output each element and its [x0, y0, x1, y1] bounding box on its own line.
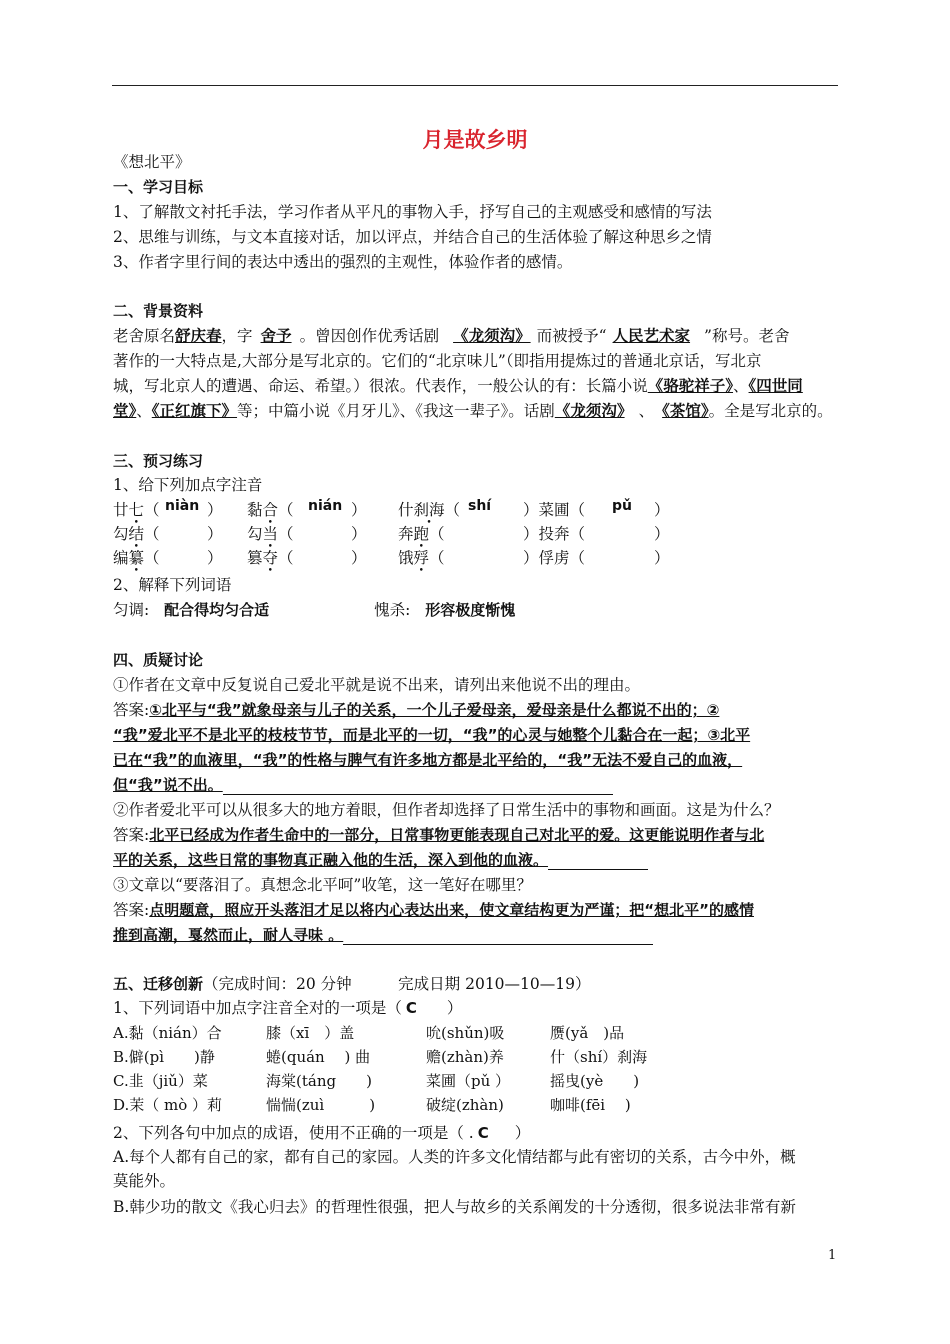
- section-heading-transfer: 五、迁移创新（完成时间：20 分钟 完成日期 2010—10—19）: [113, 975, 591, 993]
- pinyin-answer: shí: [468, 498, 492, 514]
- novel-title: 《骆驼祥子》: [647, 377, 734, 395]
- header-rule: [112, 85, 838, 86]
- option-text: B.韩少功的散文《我心归去》的哲理性很强，把人与故乡的关系阐发的十分透彻，很多说法非常有新: [113, 1198, 796, 1216]
- answer-choice: C: [405, 999, 417, 1017]
- answer-line: 答案:北平已经成为作者生命中的一部分，日常事物更能表现自己对北平的爱。这更能说明作者与北: [113, 826, 765, 844]
- definition: 形容极度惭愧: [425, 601, 516, 619]
- pinyin-answer: nián: [308, 498, 343, 514]
- courtesy-name: 舍予: [260, 327, 292, 345]
- question: ③文章以“要落泪了。真想念北平呵”收笔，这一笔好在哪里？: [113, 876, 532, 894]
- definition: 配合得均匀合适: [164, 601, 270, 619]
- section-heading-preview: 三、预习练习: [113, 452, 204, 470]
- answer-line: 答案:①北平与“我”就象母亲与儿子的关系，一个儿子爱母亲，爱母亲是什么都说不出的；②: [113, 701, 720, 719]
- section-heading-goals: 一、学习目标: [113, 178, 204, 196]
- answer-line: 推到高潮，戛然而止，耐人寻味 。: [113, 925, 653, 945]
- option-text: 莫能外。: [113, 1172, 176, 1190]
- pinyin-row: 勾结（ • ） 勾当（ • ） 奔跑（ • ）投奔（ ）: [113, 522, 813, 544]
- section-heading-background: 二、背景资料: [113, 302, 204, 320]
- background-line: 堂》、《正红旗下》等；中篇小说《月牙儿》、《我这一辈子》。话剧《龙须沟》 、 《茶馆》。全是写北京的。: [113, 402, 833, 420]
- question: ②作者爱北平可以从很多大的地方着眼，但作者却选择了日常生活中的事物和画面。这是为什么？: [113, 801, 780, 819]
- question: ①作者在文章中反复说自己爱北平就是说不出来，请列出来他说不出的理由。: [113, 676, 641, 694]
- background-line: 城，写北京人的遭遇、命运、希望。）很浓。代表作，一般公认的有：长篇小说《骆驼祥子》、《四世同: [113, 377, 803, 395]
- answer-line: 平的关系，这些日常的事物真正融入他的生活，深入到他的血液。: [113, 850, 648, 870]
- section-heading-discussion: 四、质疑讨论: [113, 651, 204, 669]
- question: 1、给下列加点字注音: [113, 476, 263, 494]
- novel-title: 《正红旗下》: [151, 402, 238, 420]
- question: 1、下列词语中加点字注音全对的一项是（ C ）: [113, 999, 463, 1017]
- honor-title: 人民艺术家: [612, 327, 691, 345]
- answer-line: 但“我”说不出。: [113, 775, 613, 795]
- question: 2、解释下列词语: [113, 576, 232, 594]
- option-text: A.每个人都有自己的家，都有自己的家园。人类的许多文化情结都与此有密切的关系，古今中外，概: [113, 1148, 796, 1166]
- goal-item: 2、思维与训练，与文本直接对话，加以评点，并结合自己的生活体验了解这种思乡之情: [113, 228, 712, 246]
- definition-row: 匀调: 配合得均匀合适 愧杀: 形容极度惭愧: [113, 601, 516, 619]
- question: 2、下列各句中加点的成语，使用不正确的一项是（ . C ）: [113, 1124, 531, 1142]
- goal-item: 3、作者字里行间的表达中透出的强烈的主观性，体验作者的感情。: [113, 253, 573, 271]
- answer-line: 答案:点明题意，照应开头落泪才足以将内心表达出来，使文章结构更为严谨；把“想北平”的感情: [113, 901, 754, 919]
- background-line: 著作的一大特点是,大部分是写北京的。它们的“北京味儿”（即指用提炼过的普通北京话，写北京: [113, 352, 762, 370]
- page-number: 1: [828, 1248, 837, 1263]
- pinyin-row: 廿七（ • niàn ） 黏合（ • nián ） 什刹海（ • shí ）菜圃（ pǔ ）: [113, 498, 813, 520]
- play-title: 《龙须沟》: [554, 402, 625, 420]
- answer-line: “我”爱北平不是北平的枝枝节节，而是北平的一切，“我”的心灵与她整个儿黏合在一起；③北平: [113, 726, 751, 744]
- background-line: 老舍原名舒庆春，字 舍予 。曾因创作优秀话剧 《龙须沟》 而被授予“ 人民艺术家 ”称号。老舍: [113, 327, 790, 345]
- play-title: 《茶馆》: [662, 402, 709, 420]
- real-name: 舒庆春: [175, 327, 222, 345]
- subtitle: 《想北平》: [113, 153, 191, 171]
- pinyin-answer: niàn: [165, 498, 200, 514]
- pinyin-row: 编纂（ • ） 篡夺（ • ） 饿殍（ • ）俘虏（ ）: [113, 546, 813, 568]
- pinyin-answer: pǔ: [612, 498, 632, 514]
- goal-item: 1、了解散文衬托手法，学习作者从平凡的事物入手，抒写自己的主观感受和感情的写法: [113, 203, 712, 221]
- play-title: 《龙须沟》: [453, 327, 531, 345]
- page-title: 月是故乡明: [422, 128, 528, 152]
- novel-title: 《四世同: [748, 377, 803, 395]
- answer-choice: C: [477, 1124, 489, 1142]
- answer-line: 已在“我”的血液里，“我”的性格与脾气有许多地方都是北平给的，“我”无法不爱自己的血液，: [113, 751, 743, 769]
